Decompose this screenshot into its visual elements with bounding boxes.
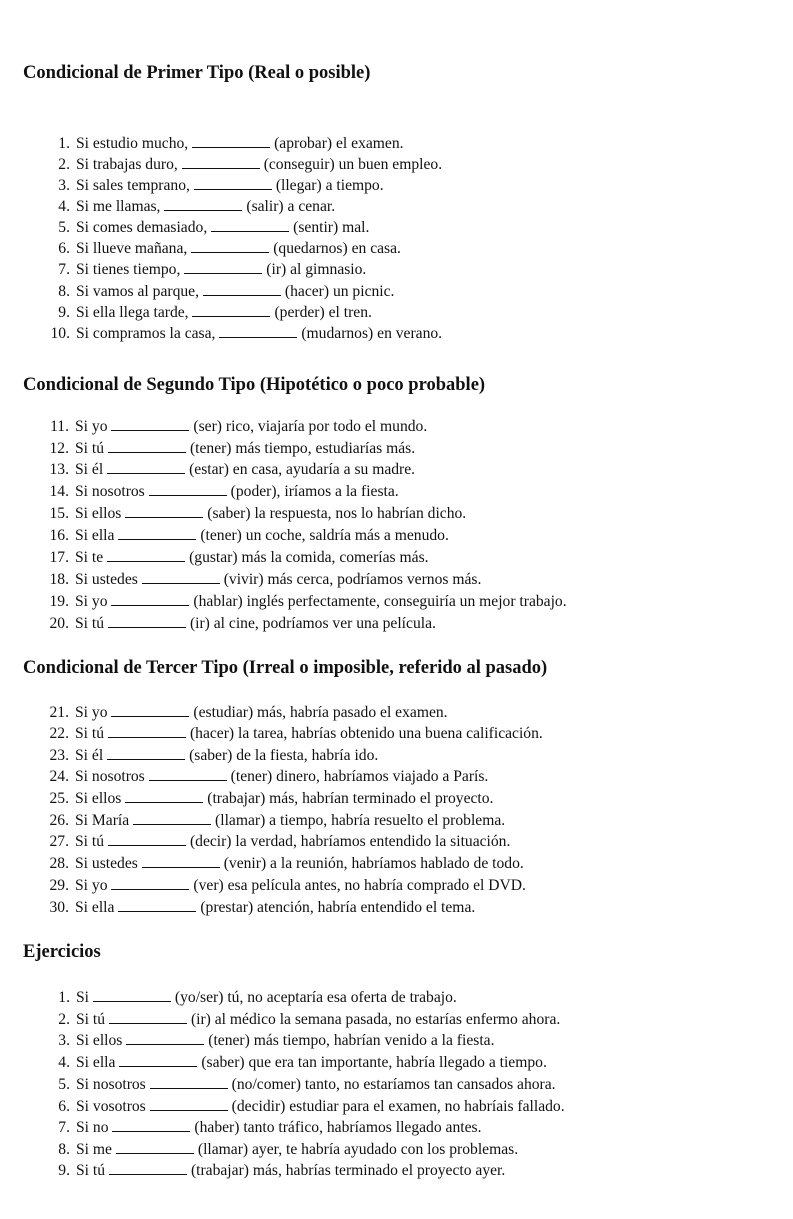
item-prompt-start: Si ustedes — [75, 855, 138, 872]
item-prompt-start: Si vamos al parque, — [76, 283, 199, 300]
item-prompt-start: Si ellos — [75, 505, 122, 522]
item-prompt-start: Si ellos — [76, 1032, 123, 1049]
item-prompt-end: (ser) rico, viajaría por todo el mundo. — [193, 418, 428, 435]
exercise-item — [49, 459, 415, 480]
item-prompt-start: Si te — [75, 549, 104, 566]
exercise-item — [49, 547, 429, 568]
answer-blank[interactable] — [111, 591, 189, 606]
exercise-item — [49, 853, 524, 874]
answer-blank[interactable] — [118, 897, 196, 912]
answer-blank[interactable] — [118, 525, 196, 540]
item-number: 17. — [49, 549, 69, 566]
item-number: 27. — [49, 833, 69, 850]
item-number: 23. — [49, 747, 69, 764]
item-prompt-end: (vivir) más cerca, podríamos vernos más. — [223, 571, 482, 588]
item-prompt-start: Si María — [75, 812, 130, 829]
answer-blank[interactable] — [108, 613, 186, 628]
answer-blank[interactable] — [119, 1052, 197, 1067]
answer-blank[interactable] — [150, 1074, 228, 1089]
item-prompt-end: (quedarnos) en casa. — [273, 240, 401, 257]
exercise-item — [49, 766, 488, 787]
answer-blank[interactable] — [109, 1009, 187, 1024]
item-prompt-start: Si tú — [75, 440, 105, 457]
exercise-item — [49, 503, 466, 524]
exercise-item — [49, 217, 369, 238]
item-prompt-end: (perder) el tren. — [274, 304, 372, 321]
exercise-item — [49, 591, 567, 612]
exercise-item — [49, 259, 366, 280]
answer-blank[interactable] — [191, 238, 269, 253]
item-prompt-start: Si yo — [75, 704, 108, 721]
answer-blank[interactable] — [211, 217, 289, 232]
item-prompt-start: Si ustedes — [75, 571, 138, 588]
item-prompt-start: Si yo — [75, 877, 108, 894]
item-prompt-start: Si tú — [76, 1162, 106, 1179]
item-number: 15. — [49, 505, 69, 522]
exercise-item — [49, 875, 526, 896]
item-prompt-end: (venir) a la reunión, habríamos hablado de todo. — [223, 855, 524, 872]
exercise-item — [49, 238, 401, 259]
answer-blank[interactable] — [108, 723, 186, 738]
answer-blank[interactable] — [164, 196, 242, 211]
item-number: 30. — [49, 899, 69, 916]
item-number: 7. — [58, 1119, 70, 1136]
item-number: 9. — [58, 1162, 70, 1179]
item-prompt-end: (saber) de la fiesta, habría ido. — [189, 747, 379, 764]
item-prompt-start: Si — [76, 989, 90, 1006]
item-number: 25. — [49, 790, 69, 807]
answer-blank[interactable] — [149, 481, 227, 496]
exercise-item — [49, 281, 394, 302]
exercise-item — [49, 525, 449, 546]
answer-blank[interactable] — [107, 459, 185, 474]
item-number: 21. — [49, 704, 69, 721]
answer-blank[interactable] — [125, 503, 203, 518]
item-number: 19. — [49, 593, 69, 610]
answer-blank[interactable] — [203, 281, 281, 296]
exercise-item — [49, 438, 415, 459]
item-number: 10. — [50, 325, 70, 342]
answer-blank[interactable] — [107, 547, 185, 562]
item-prompt-end: (poder), iríamos a la fiesta. — [230, 483, 399, 500]
item-number: 22. — [49, 725, 69, 742]
item-prompt-end: (llamar) ayer, te habría ayudado con los problemas. — [197, 1141, 519, 1158]
exercise-item — [49, 831, 510, 852]
item-prompt-end: (tener) más tiempo, estudiarías más. — [189, 440, 416, 457]
exercise-item — [49, 569, 481, 590]
item-number: 5. — [58, 1076, 70, 1093]
exercise-item — [49, 133, 404, 154]
item-prompt-start: Si me — [76, 1141, 112, 1158]
exercise-item — [49, 788, 493, 809]
item-prompt-start: Si ella — [75, 899, 115, 916]
item-prompt-end: (haber) tanto tráfico, habríamos llegado antes. — [194, 1119, 482, 1136]
item-prompt-start: Si él — [75, 461, 104, 478]
item-prompt-end: (hacer) la tarea, habrías obtenido una buena calificación. — [189, 725, 543, 742]
item-prompt-end: (ir) al médico la semana pasada, no estarías enfermo ahora. — [190, 1011, 561, 1028]
item-prompt-start: Si me llamas, — [76, 198, 161, 215]
item-prompt-end: (salir) a cenar. — [246, 198, 336, 215]
item-number: 13. — [49, 461, 69, 478]
item-prompt-end: (estudiar) más, habría pasado el examen. — [193, 704, 448, 721]
item-prompt-start: Si nosotros — [75, 768, 145, 785]
item-number: 18. — [49, 571, 69, 588]
item-prompt-start: Si tú — [75, 615, 105, 632]
answer-blank[interactable] — [149, 766, 227, 781]
item-prompt-start: Si ella llega tarde, — [76, 304, 189, 321]
answer-blank[interactable] — [107, 745, 185, 760]
item-prompt-end: (ver) esa película antes, no habría comprado el DVD. — [193, 877, 526, 894]
item-prompt-start: Si yo — [75, 593, 108, 610]
item-prompt-end: (trabajar) más, habrías terminado el proyecto ayer. — [190, 1162, 506, 1179]
answer-blank[interactable] — [182, 154, 260, 169]
item-number: 24. — [49, 768, 69, 785]
item-prompt-end: (tener) un coche, saldría más a menudo. — [200, 527, 449, 544]
item-prompt-end: (aprobar) el examen. — [274, 135, 404, 152]
item-number: 26. — [49, 812, 69, 829]
item-prompt-end: (estar) en casa, ayudaría a su madre. — [189, 461, 416, 478]
item-prompt-start: Si ella — [76, 1054, 116, 1071]
item-prompt-end: (llegar) a tiempo. — [275, 177, 384, 194]
section-title: Condicional de Segundo Tipo (Hipotético o poco probable) — [23, 375, 486, 395]
item-prompt-start: Si llueve mañana, — [76, 240, 188, 257]
item-prompt-start: Si ella — [75, 527, 115, 544]
answer-blank[interactable] — [184, 259, 262, 274]
exercise-item — [49, 810, 505, 831]
answer-blank[interactable] — [93, 987, 171, 1002]
item-prompt-end: (hacer) un picnic. — [284, 283, 395, 300]
answer-blank[interactable] — [111, 702, 189, 717]
item-prompt-start: Si vosotros — [76, 1098, 146, 1115]
exercise-item — [49, 1074, 556, 1095]
item-prompt-start: Si compramos la casa, — [76, 325, 216, 342]
exercise-item — [49, 1160, 505, 1181]
answer-blank[interactable] — [112, 1117, 190, 1132]
answer-blank[interactable] — [219, 323, 297, 338]
answer-blank[interactable] — [108, 438, 186, 453]
item-prompt-end: (gustar) más la comida, comerías más. — [189, 549, 429, 566]
item-number: 28. — [49, 855, 69, 872]
item-number: 14. — [49, 483, 69, 500]
item-prompt-start: Si él — [75, 747, 104, 764]
item-number: 29. — [49, 877, 69, 894]
item-prompt-end: (ir) al gimnasio. — [266, 261, 367, 278]
item-number: 16. — [49, 527, 69, 544]
answer-blank[interactable] — [111, 875, 189, 890]
item-prompt-end: (llamar) a tiempo, habría resuelto el problema. — [215, 812, 506, 829]
item-number: 9. — [58, 304, 70, 321]
item-prompt-start: Si nosotros — [76, 1076, 146, 1093]
exercise-item — [49, 702, 448, 723]
answer-blank[interactable] — [192, 302, 270, 317]
item-prompt-end: (saber) que era tan importante, habría llegado a tiempo. — [201, 1054, 547, 1071]
item-prompt-start: Si estudio mucho, — [76, 135, 189, 152]
item-number: 3. — [58, 177, 70, 194]
item-prompt-end: (decir) la verdad, habríamos entendido la situación. — [189, 833, 511, 850]
exercise-item — [49, 987, 457, 1008]
exercise-item — [49, 323, 442, 344]
item-number: 4. — [58, 198, 70, 215]
exercise-item — [49, 1052, 547, 1073]
answer-blank[interactable] — [126, 1030, 204, 1045]
item-number: 3. — [58, 1032, 70, 1049]
answer-blank[interactable] — [111, 416, 189, 431]
exercise-item — [49, 723, 543, 744]
item-number: 1. — [58, 989, 70, 1006]
item-number: 2. — [58, 156, 70, 173]
item-prompt-start: Si tú — [76, 1011, 106, 1028]
exercise-item — [49, 175, 384, 196]
item-prompt-end: (ir) al cine, podríamos ver una película. — [189, 615, 436, 632]
item-number: 5. — [58, 219, 70, 236]
section-title: Ejercicios — [23, 942, 101, 962]
item-prompt-end: (tener) más tiempo, habrían venido a la fiesta. — [208, 1032, 495, 1049]
item-number: 7. — [58, 261, 70, 278]
exercise-item — [49, 1096, 565, 1117]
answer-blank[interactable] — [133, 810, 211, 825]
item-number: 6. — [58, 1098, 70, 1115]
exercise-item — [49, 481, 399, 502]
answer-blank[interactable] — [150, 1096, 228, 1111]
item-number: 12. — [49, 440, 69, 457]
item-prompt-end: (prestar) atención, habría entendido el tema. — [200, 899, 476, 916]
exercise-item — [49, 1117, 481, 1138]
item-prompt-start: Si sales temprano, — [76, 177, 190, 194]
item-prompt-end: (mudarnos) en verano. — [301, 325, 443, 342]
item-prompt-end: (hablar) inglés perfectamente, conseguiría un mejor trabajo. — [193, 593, 567, 610]
item-prompt-end: (tener) dinero, habríamos viajado a París. — [230, 768, 489, 785]
item-prompt-end: (sentir) mal. — [293, 219, 370, 236]
item-prompt-end: (trabajar) más, habrían terminado el proyecto. — [207, 790, 494, 807]
answer-blank[interactable] — [142, 853, 220, 868]
item-prompt-start: Si tú — [75, 833, 105, 850]
item-prompt-end: (saber) la respuesta, nos lo habrían dicho. — [207, 505, 467, 522]
item-prompt-start: Si no — [76, 1119, 109, 1136]
answer-blank[interactable] — [108, 831, 186, 846]
item-prompt-start: Si ellos — [75, 790, 122, 807]
exercise-item — [49, 302, 372, 323]
answer-blank[interactable] — [125, 788, 203, 803]
exercise-item — [49, 416, 427, 437]
item-number: 2. — [58, 1011, 70, 1028]
item-number: 1. — [58, 135, 70, 152]
item-prompt-start: Si comes demasiado, — [76, 219, 208, 236]
answer-blank[interactable] — [142, 569, 220, 584]
item-prompt-end: (yo/ser) tú, no aceptaría esa oferta de trabajo. — [174, 989, 457, 1006]
answer-blank[interactable] — [194, 175, 272, 190]
item-number: 8. — [58, 1141, 70, 1158]
exercise-item — [49, 154, 442, 175]
exercise-item — [49, 1009, 560, 1030]
item-prompt-end: (decidir) estudiar para el examen, no habríais fallado. — [231, 1098, 565, 1115]
item-prompt-start: Si nosotros — [75, 483, 145, 500]
item-prompt-start: Si tú — [75, 725, 105, 742]
exercise-item — [49, 613, 436, 634]
section-title: Condicional de Primer Tipo (Real o posible) — [23, 63, 371, 83]
exercise-item — [49, 196, 335, 217]
exercise-item — [49, 1030, 494, 1051]
item-number: 8. — [58, 283, 70, 300]
exercise-item — [49, 897, 475, 918]
answer-blank[interactable] — [192, 133, 270, 148]
answer-blank[interactable] — [109, 1160, 187, 1175]
item-prompt-start: Si tienes tiempo, — [76, 261, 181, 278]
item-number: 20. — [49, 615, 69, 632]
item-number: 11. — [50, 418, 69, 435]
section-title: Condicional de Tercer Tipo (Irreal o imposible, referido al pasado) — [23, 658, 548, 678]
item-number: 6. — [58, 240, 70, 257]
exercise-item — [49, 1139, 518, 1160]
item-prompt-end: (no/comer) tanto, no estaríamos tan cansados ahora. — [231, 1076, 556, 1093]
item-prompt-end: (conseguir) un buen empleo. — [263, 156, 443, 173]
answer-blank[interactable] — [116, 1139, 194, 1154]
exercise-item — [49, 745, 378, 766]
item-prompt-start: Si trabajas duro, — [76, 156, 178, 173]
item-number: 4. — [58, 1054, 70, 1071]
item-prompt-start: Si yo — [75, 418, 108, 435]
